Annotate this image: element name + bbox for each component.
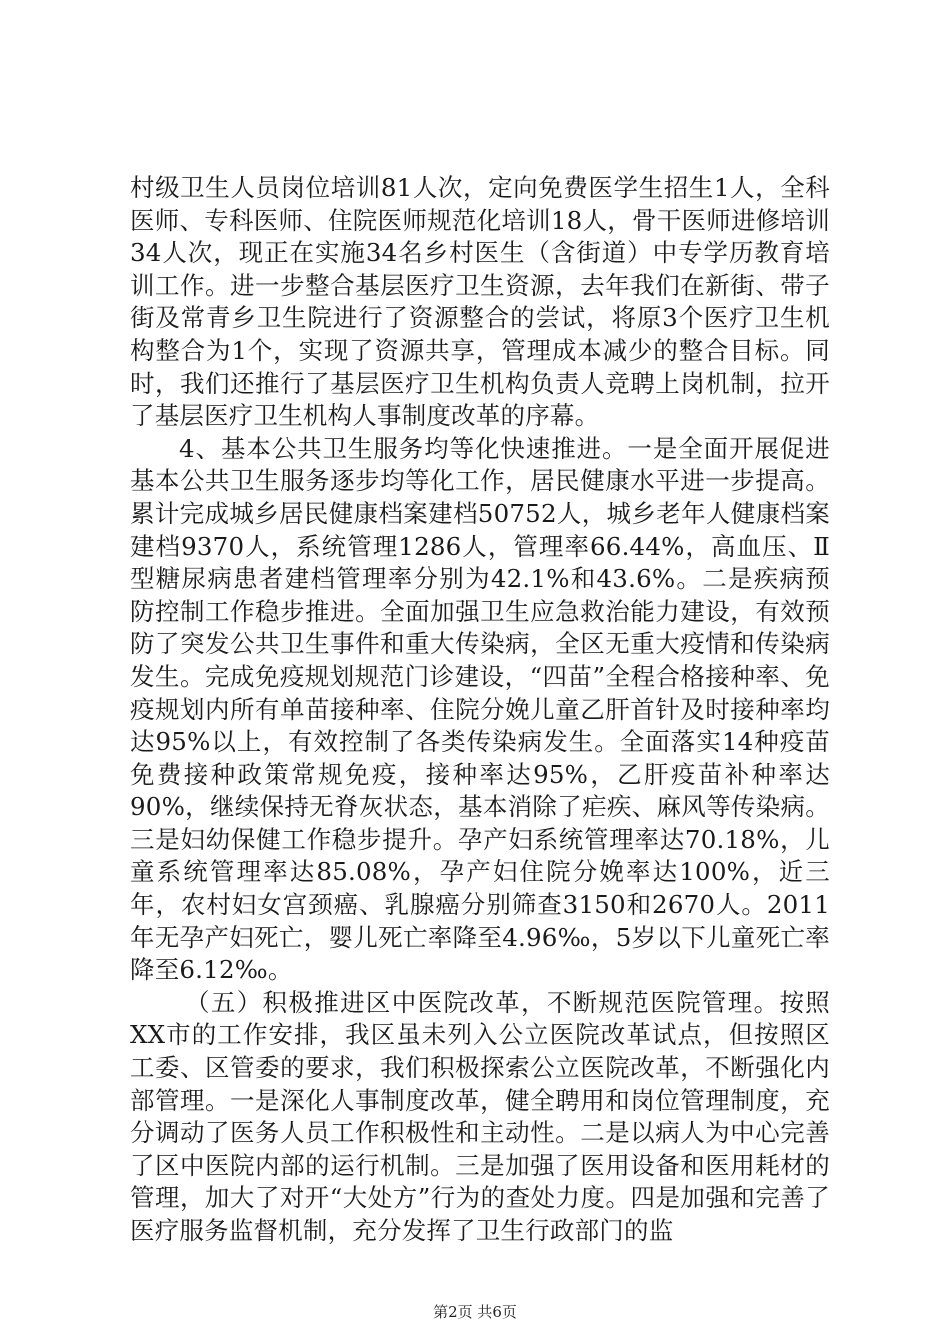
paragraph-hospital-reform: （五）积极推进区中医院改革，不断规范医院管理。按照XX市的工作安排，我区虽未列入公立医院改革试点，但按照区工委、区管委的要求，我们积极探索公立医院改革，不断强化内部管理。一是深化人事制度改革，健全聘用和岗位管理制度，充分调动了医务人员工作积极性和主动性。二是以病人为中心完善了区中医院内部的运行机制。三是加强了医用设备和医用耗材的管理，加大了对开“大处方”行为的查处力度。四是加强和完善了医疗服务监督机制，充分发挥了卫生行政部门的监 [130,987,830,1245]
page-number: 第2页 共6页 [433,1303,517,1321]
paragraph-public-health: 4、基本公共卫生服务均等化快速推进。一是全面开展促进基本公共卫生服务逐步均等化工作，居民健康水平进一步提高。累计完成城乡居民健康档案建档50752人，城乡老年人健康档案建档9370人，系统管理1286人，管理率66.44%，高血压、Ⅱ型糖尿病患者建档管理率分别为42.1%和43.6%。二是疾病预防控制工作稳步推进。全面加强卫生应急救治能力建设，有效预防了突发公共卫生事件和重大传染病，全区无重大疫情和传染病发生。完成免疫规划规范门诊建设，“四苗”全程合格接种率、免疫规划内所有单苗接种率、住院分娩儿童乙肝首针及时接种率均达95%以上，有效控制了各类传染病发生。全面落实14种疫苗免费接种政策常规免疫，接种率达95%，乙肝疫苗补种率达90%，继续保持无脊灰状态，基本消除了疟疾、麻风等传染病。三是妇幼保健工作稳步提升。孕产妇系统管理率达70.18%，儿童系统管理率达85.08%，孕产妇住院分娩率达100%，近三年，农村妇女宫颈癌、乳腺癌分别筛查3150和2670人。2011年无孕产妇死亡，婴儿死亡率降至4.96‰，5岁以下儿童死亡率降至6.12‰。 [130,433,830,985]
page-footer [0,1302,950,1322]
document-body [130,172,830,1248]
paragraph-training: 村级卫生人员岗位培训81人次，定向免费医学生招生1人，全科医师、专科医师、住院医师规范化培训18人，骨干医师进修培训34人次，现正在实施34名乡村医生（含街道）中专学历教育培训工作。进一步整合基层医疗卫生资源，去年我们在新街、带子街及常青乡卫生院进行了资源整合的尝试，将原3个医疗卫生机构整合为1个，实现了资源共享，管理成本减少的整合目标。同时，我们还推行了基层医疗卫生机构负责人竞聘上岗机制，拉开了基层医疗卫生机构人事制度改革的序幕。 [130,173,830,431]
